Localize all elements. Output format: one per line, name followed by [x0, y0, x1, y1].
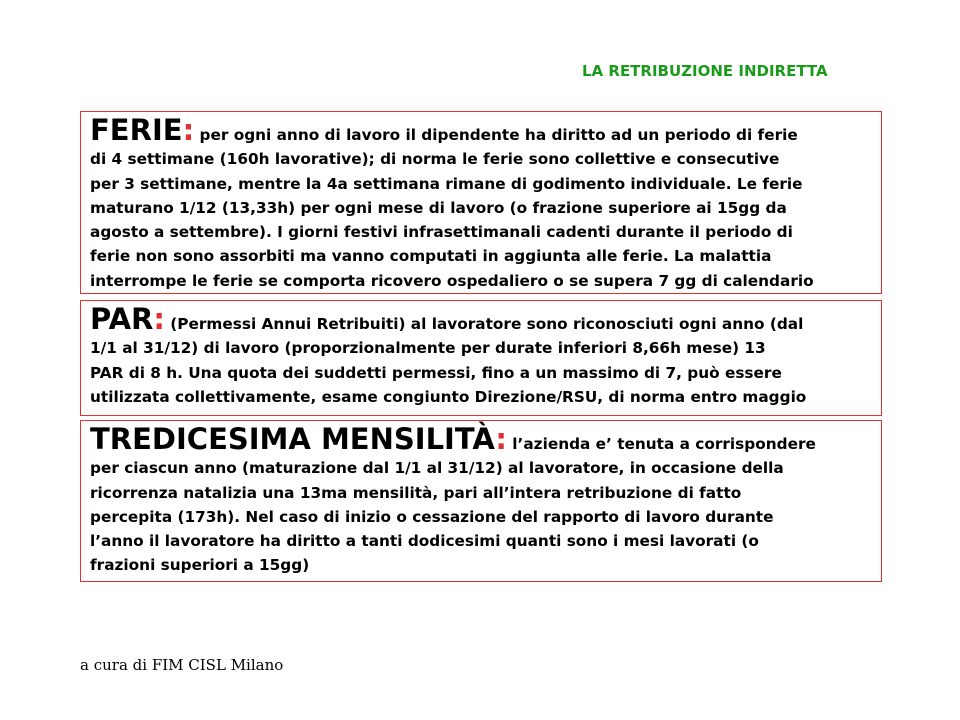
par-heading-colon: :	[153, 302, 165, 336]
par-line: 1/1 al 31/12) di lavoro (proporzionalmente per durate inferiori 8,66h mese) 13	[90, 339, 766, 358]
par-line: (Permessi Annui Retribuiti) al lavoratore sono riconosciuti ogni anno (dal	[164, 315, 804, 333]
tredicesima-line: l’anno il lavoratore ha diritto a tanti dodicesimi quanti sono i mesi lavorati (o	[90, 532, 759, 551]
tredicesima-line: l’azienda e’ tenuta a corrispondere	[506, 435, 816, 453]
par-line: utilizzata collettivamente, esame congiunto Direzione/RSU, di norma entro maggio	[90, 387, 807, 406]
par-heading: PAR	[90, 302, 154, 336]
tredicesima-line: frazioni superiori a 15gg)	[90, 556, 310, 575]
page-title: LA RETRIBUZIONE INDIRETTA	[582, 62, 828, 80]
ferie-line: interrompe le ferie se comporta ricovero ospedaliero o se supera 7 gg di calendario	[90, 271, 814, 290]
ferie-line: per ogni anno di lavoro il dipendente ha diritto ad un periodo di ferie	[194, 126, 798, 144]
ferie-line: ferie non sono assorbiti ma vanno computati in aggiunta alle ferie. La malattia	[90, 247, 772, 266]
ferie-heading-colon: :	[182, 113, 195, 147]
par-line: PAR di 8 h. Una quota dei suddetti permessi, fino a un massimo di 7, può essere	[90, 363, 782, 382]
par-box	[80, 300, 882, 416]
tredicesima-heading: TREDICESIMA MENSILITÀ	[90, 422, 496, 456]
tredicesima-line: percepita (173h). Nel caso di inizio o cessazione del rapporto di lavoro durante	[90, 507, 774, 526]
ferie-line: maturano 1/12 (13,33h) per ogni mese di lavoro (o frazione superiore ai 15gg da	[90, 198, 787, 217]
footer-credit: a cura di FIM CISL Milano	[80, 656, 284, 674]
ferie-heading: FERIE	[90, 113, 183, 147]
ferie-box	[80, 111, 882, 294]
ferie-line: di 4 settimane (160h lavorative); di norma le ferie sono collettive e consecutive	[90, 150, 780, 169]
tredicesima-heading-colon: :	[495, 422, 507, 456]
ferie-line: per 3 settimane, mentre la 4a settimana rimane di godimento individuale. Le ferie	[90, 174, 803, 193]
ferie-line: agosto a settembre). I giorni festivi infrasettimanali cadenti durante il periodo di	[90, 223, 793, 242]
tredicesima-line: ricorrenza natalizia una 13ma mensilità, pari all’intera retribuzione di fatto	[90, 483, 742, 502]
tredicesima-line: per ciascun anno (maturazione dal 1/1 al 31/12) al lavoratore, in occasione della	[90, 459, 784, 478]
tredicesima-box	[80, 420, 882, 582]
